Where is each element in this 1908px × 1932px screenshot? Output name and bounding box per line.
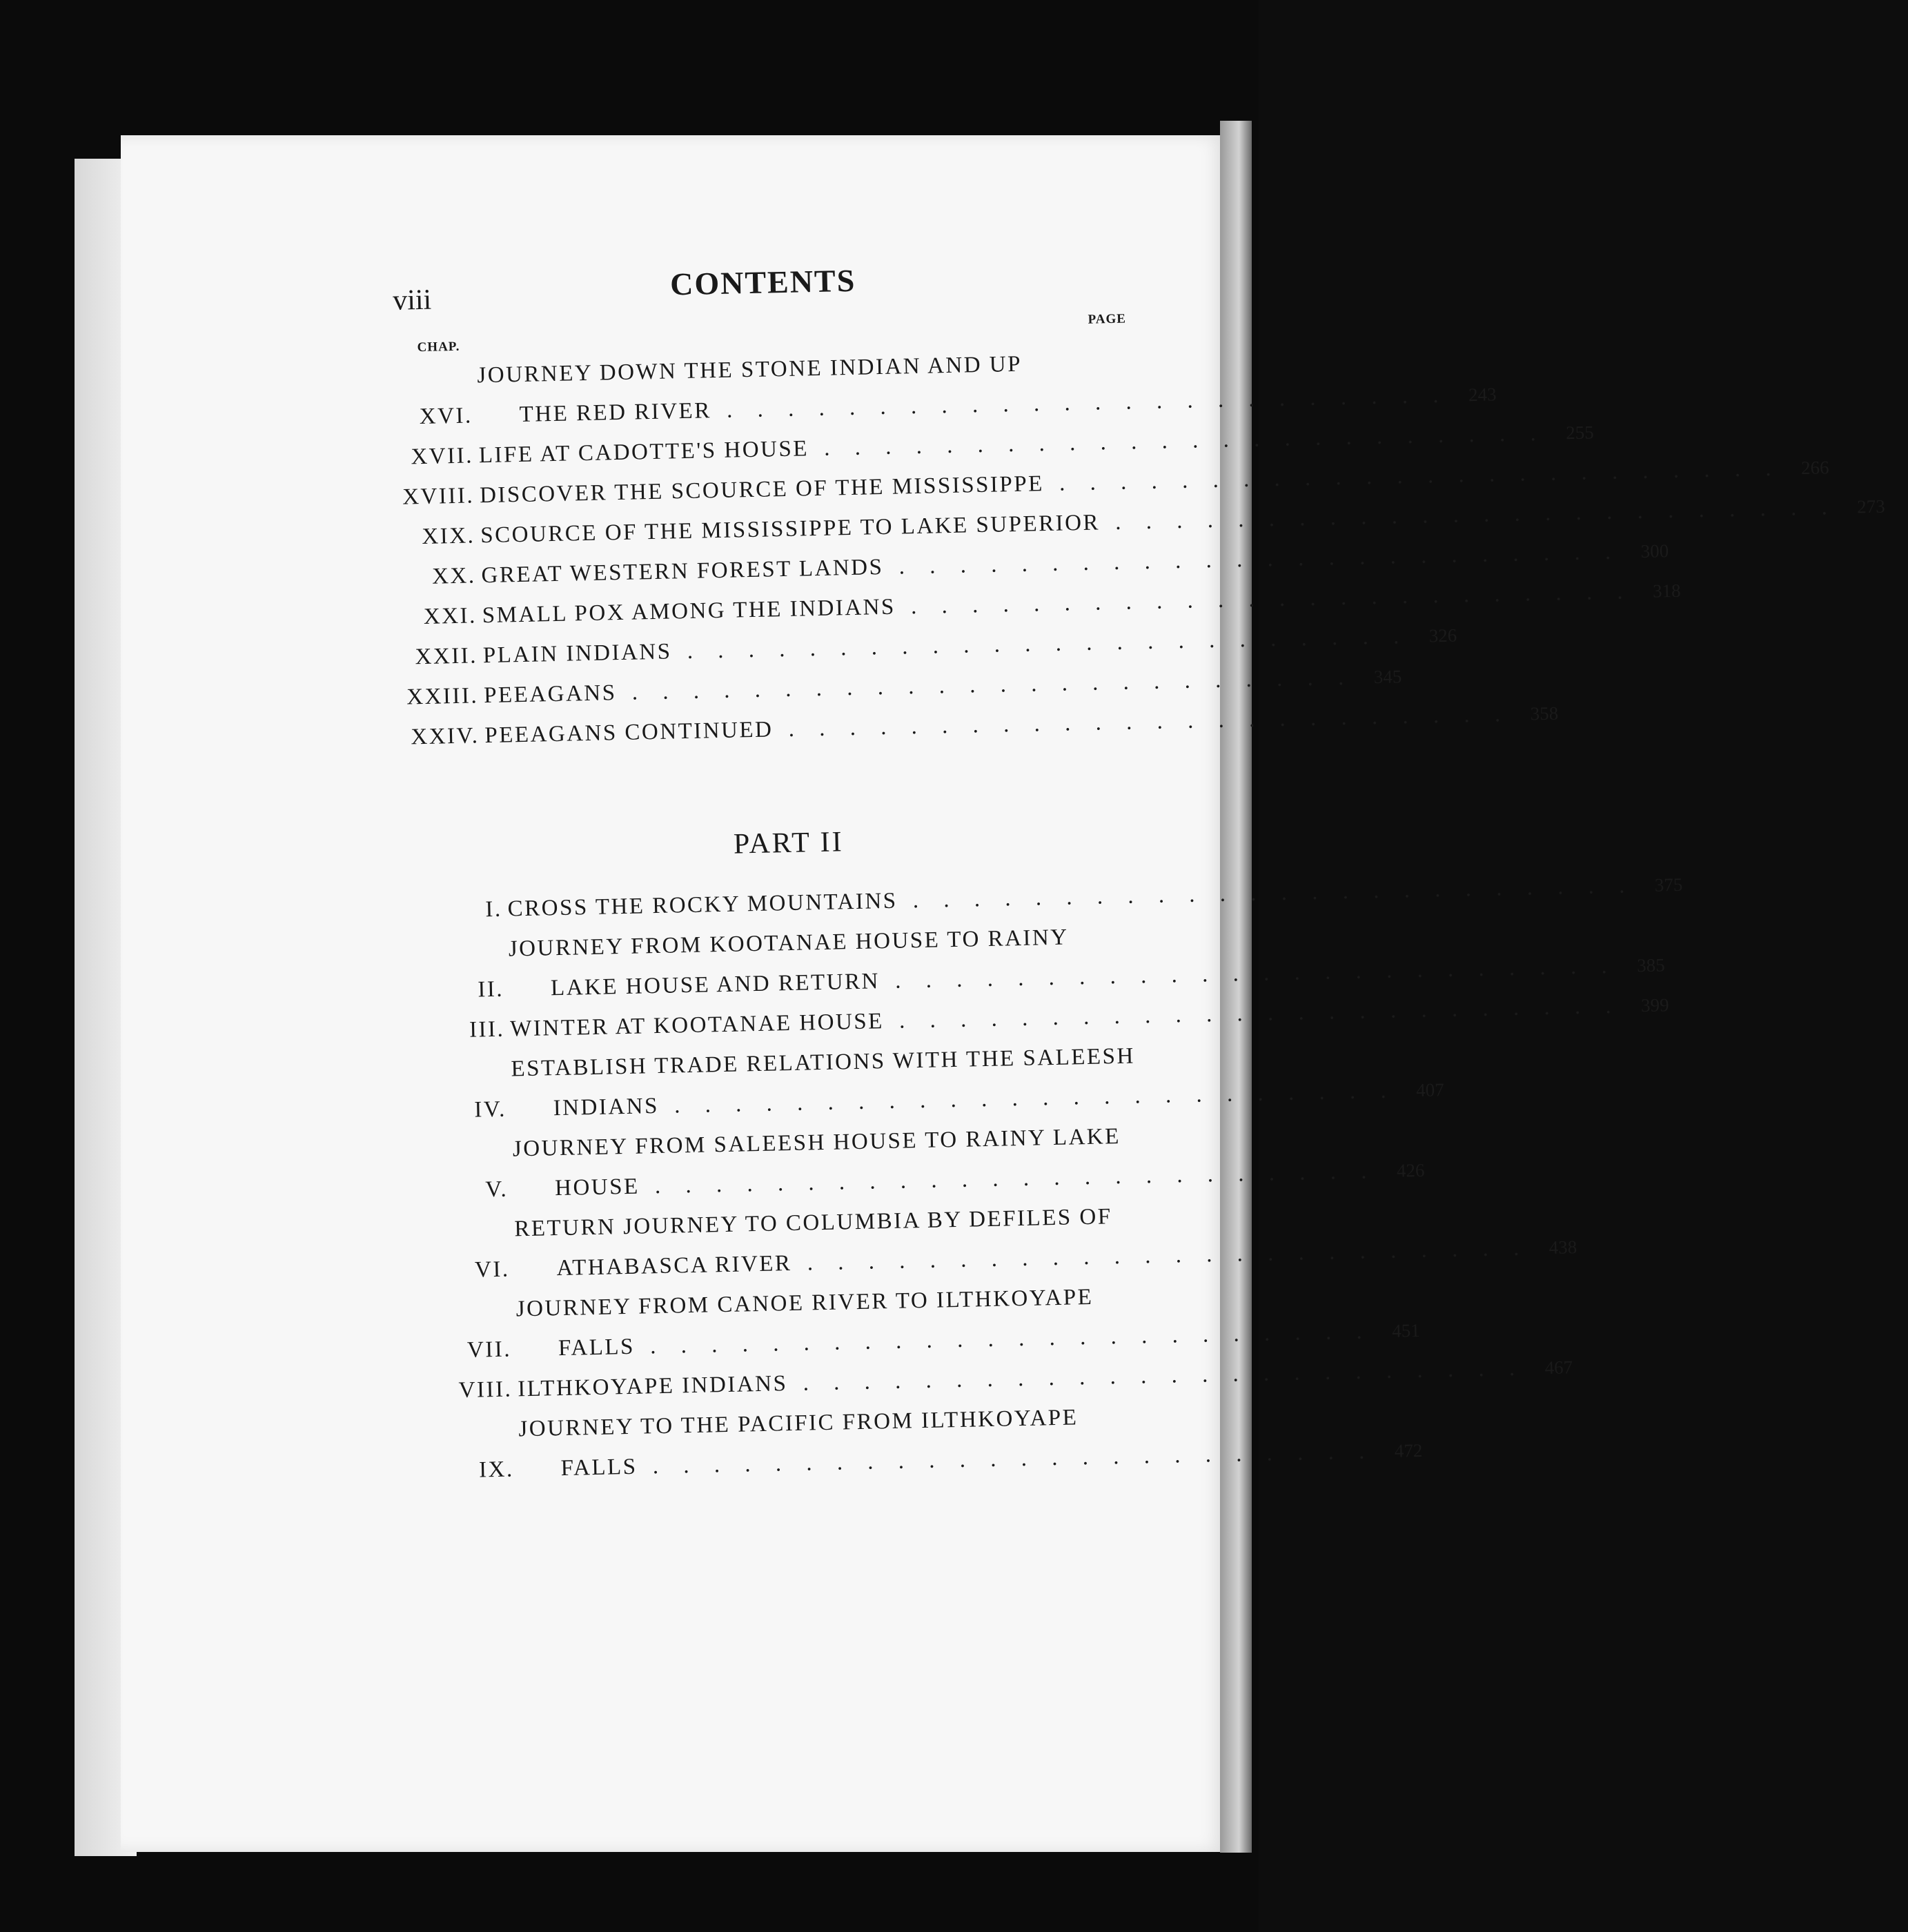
- chapter-number: VII.: [466, 1337, 512, 1363]
- toc-entry: [406, 1196, 1577, 1292]
- chapter-number: IX.: [478, 1457, 515, 1483]
- chapter-number: IV.: [474, 1096, 507, 1123]
- chapter-title-line: RETURN JOURNEY TO COLUMBIA BY DEFILES OF: [514, 1204, 1112, 1242]
- page-number: 426: [1396, 1159, 1425, 1181]
- page-number: 438: [1548, 1236, 1577, 1259]
- chapter-number: V.: [484, 1176, 509, 1203]
- chapter-title-continuation: THE RED RIVER . . . . . . . . . . . . . . . . . . . . . . . .: [519, 382, 1448, 428]
- page-number: 266: [1800, 457, 1829, 479]
- chapter-number: XXI.: [423, 603, 478, 629]
- page-folio: viii: [392, 284, 432, 317]
- toc-entry: [389, 342, 1497, 437]
- dot-leader: . . . . . . . . . . . . . . . . . . . . . . . .: [616, 664, 1354, 706]
- chapter-title-line: DISCOVER THE SCOURCE OF THE MISSISSIPPE . . . . . . . . . . . . . . . . . . . . . . . .: [479, 455, 1781, 509]
- chapter-number: I.: [485, 896, 503, 923]
- page-number: 385: [1636, 954, 1665, 976]
- page-number: 451: [1391, 1319, 1420, 1341]
- chapter-number: XXIII.: [406, 683, 479, 710]
- chapter-title-continuation: ATHABASCA RIVER . . . . . . . . . . . . . . . . . . . . . . . .: [556, 1235, 1529, 1281]
- dot-leader: . . . . . . . . . . . . . . . . . . . . . . . .: [671, 624, 1409, 664]
- chapter-title-continuation: FALLS . . . . . . . . . . . . . . . . . . . . . . . .: [558, 1319, 1373, 1361]
- chapter-number: III.: [469, 1016, 505, 1043]
- chapter-number: VI.: [474, 1256, 510, 1283]
- page-number: 273: [1856, 495, 1886, 518]
- chapter-title-line: PLAIN INDIANS . . . . . . . . . . . . . . . . . . . . . . . .: [482, 624, 1409, 669]
- dot-leader: . . . . . . . . . . . . . . . . . . . . . . . .: [658, 1078, 1397, 1118]
- dot-leader: . . . . . . . . . . . . . . . . . . . . . . . .: [897, 873, 1635, 914]
- chapter-title-line: PEEAGANS . . . . . . . . . . . . . . . . . . . . . . . .: [483, 664, 1354, 709]
- dot-leader: . . . . . . . . . . . . . . . . . . . . . . . .: [895, 579, 1633, 620]
- dot-leader: . . . . . . . . . . . . . . . . . . . . . . . .: [883, 539, 1621, 580]
- chapter-title-continuation: FALLS . . . . . . . . . . . . . . . . . . . . . . . .: [560, 1439, 1375, 1481]
- chapter-title-line: JOURNEY FROM CANOE RIVER TO ILTHKOYAPE: [515, 1284, 1094, 1322]
- page-number: 318: [1652, 580, 1681, 602]
- chapter-number: II.: [478, 976, 504, 1003]
- chapter-number: XVII.: [411, 443, 474, 470]
- chapter-title-line: JOURNEY TO THE PACIFIC FROM ILTHKOYAPE: [518, 1405, 1079, 1442]
- page-number: 345: [1373, 666, 1402, 688]
- chapter-title-line: CROSS THE ROCKY MOUNTAINS . . . . . . . . . . . . . . . . . . . . . . . .: [507, 873, 1635, 922]
- toc-entry: [411, 1396, 1423, 1492]
- dot-leader: . . . . . . . . . . . . . . . . . . . . . . . .: [808, 420, 1546, 462]
- chapter-number: XVIII.: [402, 483, 475, 510]
- page-number: 243: [1468, 384, 1497, 406]
- chapter-number: XXIV.: [411, 723, 480, 750]
- toc-part-one: [389, 342, 1886, 758]
- chapter-title-line: PEEAGANS CONTINUED . . . . . . . . . . . . . . . . . . . . . . . .: [484, 702, 1511, 749]
- dot-leader: . . . . . . . . . . . . . . . . . . . . . . . .: [639, 1159, 1377, 1199]
- page-number: 399: [1640, 994, 1669, 1016]
- dot-leader: . . . . . . . . . . . . . . . . . . . . . . . .: [883, 993, 1621, 1034]
- contents-block: [386, 246, 1886, 1491]
- dot-leader: . . . . . . . . . . . . . . . . . . . . . . . .: [773, 702, 1511, 742]
- chapter-title-line: ESTABLISH TRADE RELATIONS WITH THE SALEESH: [511, 1043, 1136, 1082]
- toc-part-two: [400, 873, 1683, 1492]
- chapter-title-line: GREAT WESTERN FOREST LANDS . . . . . . . . . . . . . . . . . . . . . . . .: [481, 539, 1621, 589]
- dot-leader: . . . . . . . . . . . . . . . . . . . . . . . .: [791, 1235, 1529, 1276]
- toc-entry: [403, 1036, 1444, 1132]
- chapter-title-line: JOURNEY FROM KOOTANAE HOUSE TO RAINY: [508, 925, 1069, 962]
- chapter-title-continuation: LAKE HOUSE AND RETURN . . . . . . . . . . . . . . . . . . . . . . . .: [550, 953, 1617, 1001]
- dot-leader: . . . . . . . . . . . . . . . . . . . . . . . .: [1043, 455, 1781, 497]
- dot-leader: . . . . . . . . . . . . . . . . . . . . . . . .: [634, 1319, 1373, 1359]
- chapter-title-line: JOURNEY FROM SALEESH HOUSE TO RAINY LAKE: [512, 1124, 1121, 1162]
- page-number: 326: [1428, 624, 1457, 647]
- toc-entry: [408, 1276, 1420, 1372]
- chapter-number: VIII.: [458, 1377, 513, 1403]
- page-column-label: PAGE: [1088, 311, 1127, 327]
- chapter-number: XIX.: [422, 523, 475, 550]
- page-number: 300: [1640, 540, 1669, 562]
- dot-leader: . . . . . . . . . . . . . . . . . . . . . . . .: [1099, 495, 1838, 535]
- dot-leader: . . . . . . . . . . . . . . . . . . . . . . . .: [711, 382, 1448, 424]
- chapter-title-continuation: INDIANS . . . . . . . . . . . . . . . . . . . . . . . .: [553, 1078, 1397, 1121]
- chapter-title-line: JOURNEY DOWN THE STONE INDIAN AND UP: [477, 351, 1023, 388]
- dot-leader: . . . . . . . . . . . . . . . . . . . . . . . .: [787, 1355, 1525, 1397]
- page-number: 358: [1530, 702, 1559, 724]
- chap-column-label: CHAP.: [417, 339, 460, 355]
- part-two-heading: PART II: [733, 826, 845, 860]
- chapter-title-line: ILTHKOYAPE INDIANS . . . . . . . . . . . . . . . . . . . . . . . .: [517, 1355, 1525, 1402]
- dot-leader: . . . . . . . . . . . . . . . . . . . . . . . .: [637, 1439, 1375, 1479]
- page-title: CONTENTS: [669, 262, 856, 302]
- page-number: 255: [1565, 422, 1594, 444]
- toc-entry: [404, 1116, 1425, 1212]
- chapter-number: XXII.: [415, 643, 478, 670]
- chapter-title-line: SMALL POX AMONG THE INDIANS . . . . . . . . . . . . . . . . . . . . . . . .: [482, 579, 1633, 629]
- page-number: 375: [1654, 874, 1683, 896]
- chapter-title-line: LIFE AT CADOTTE'S HOUSE . . . . . . . . . . . . . . . . . . . . . . . .: [478, 420, 1546, 469]
- page-number: 472: [1394, 1439, 1423, 1461]
- chapter-number: XVI.: [419, 403, 473, 430]
- page-number: 467: [1544, 1357, 1573, 1379]
- dot-leader: . . . . . . . . . . . . . . . . . . . . . . . .: [879, 953, 1617, 994]
- page-number: 407: [1415, 1079, 1444, 1101]
- chapter-number: XX.: [431, 563, 476, 589]
- chapter-title-continuation: HOUSE . . . . . . . . . . . . . . . . . . . . . . . .: [554, 1159, 1377, 1201]
- chapter-title-line: SCOURCE OF THE MISSISSIPPE TO LAKE SUPERIOR . . . . . . . . . . . . . . . . . . . . . . . .: [480, 495, 1838, 549]
- chapter-title-line: WINTER AT KOOTANAE HOUSE . . . . . . . . . . . . . . . . . . . . . . . .: [509, 993, 1621, 1042]
